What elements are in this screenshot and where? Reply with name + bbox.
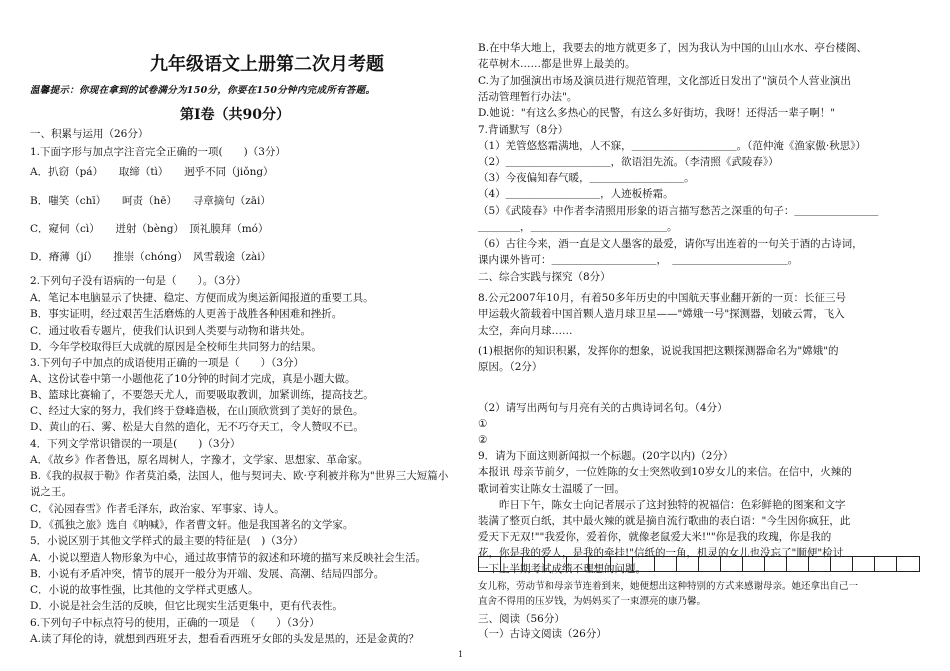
left-line: 3.下列句子中加点的成语使用正确的一项是（ ）（3分） [30,357,304,369]
right-line: 原因。（2分） [478,361,543,373]
answer-grid-cell[interactable] [743,557,765,571]
left-line: 说之王。 [30,486,72,498]
left-line: D．小说是社会生活的反映，但它比现实生活更集中，更有代表性。 [30,600,343,612]
page-number: 1 [458,650,464,659]
right-line: 9．请为下面这则新闻拟一个标题。(20字以内)（2分） [478,450,734,462]
left-line: D．今年学校取得巨大成就的原因是全校师生共同努力的结果。 [30,341,322,353]
left-line: 5．小说区别于其他文学样式的最主要的特征是( )（3分） [30,535,304,547]
answer-grid-cell[interactable] [765,557,787,571]
answer-grid [478,556,920,572]
right-line: 7.背诵默写（8分） [478,124,569,136]
left-line: 6.下列句子中标点符号的使用，正确的一项是 （ ）（3分） [30,617,320,629]
left-line: 2.下列句子没有语病的一句是（ ）。（3分） [30,275,247,287]
right-line: 一下上半期考试成绩不理想的问题。 [478,563,646,575]
right-line: （5）《武陵春》中作者李清照用形象的语言描写愁苦之深重的句子：＿＿＿＿＿＿＿＿ [478,205,879,217]
right-line: 太空，奔向月球…… [478,325,573,337]
right-line: ＿＿＿＿，＿＿＿＿＿＿＿＿＿＿＿＿＿。 [478,221,678,233]
right-line: ① [478,418,488,430]
left-line: A．笔记本电脑显示了快捷、稳定、方便而成为奥运新闻报道的重要工具。 [30,292,374,304]
left-line: B.《我的叔叔于勒》作者莫泊桑，法国人，他与契诃夫、欧·亨利被并称为"世界三大短篇小 [30,470,449,482]
right-line: （3）今夜偏知春气暖，＿＿＿＿＿＿＿＿＿。 [478,172,695,184]
left-line: C．《沁园春雪》作者毛泽东，政治家、军事家、诗人。 [30,503,285,515]
answer-grid-cell[interactable] [831,557,853,571]
left-line: A．小说以塑造人物形象为中心，通过故事情节的叙述和环境的描写来反映社会生活。 [30,552,427,564]
answer-grid-cell[interactable] [589,557,611,571]
left-line: C．小说的故事性强，比其他的文学样式更感人。 [30,584,259,596]
left-line: C．通过收看专题片，使我们认识到人类要与动物和谐共处。 [30,325,312,337]
right-line: （1）羌管悠悠霜满地，人不寐，＿＿＿＿＿＿＿＿＿＿。（范仲淹《渔家傲·秋思》） [478,140,867,152]
answer-grid-cell[interactable] [699,557,721,571]
right-line: 歌词着实让陈女士温暖了一回。 [478,483,625,495]
left-line: B．小说有矛盾冲突，情节的展开一般分为开端、发展、高潮、结局四部分。 [30,568,385,580]
right-line: ② [478,434,488,446]
left-line: A、这份试卷中第一小题他花了10分钟的时间才完成，真是小题大做。 [30,373,356,385]
right-line: 花草树木……都是世界上最美的。 [478,58,636,70]
left-line: D、黄山的石、雾、松是大自然的造化，无不巧夺天工，令人赞叹不已。 [30,421,364,433]
right-line: 甲运载火箭载着中国首颗人造月球卫星——"嫦娥一号"探测器，划破云霄，飞入 [478,308,845,320]
right-line: （6）古往今来，酒一直是文人墨客的最爱，请你写出连着的一句关于酒的古诗词， [478,238,863,250]
left-line: B、篮球比赛输了，不要怨天尤人，而要吸取教训，加紧训练，提高技艺。 [30,389,374,401]
answer-grid-cell[interactable] [655,557,677,571]
answer-grid-cell[interactable] [545,557,567,571]
left-line: D．瘠薄（jí） 推崇（chóng） 风雪载途（zài） [30,251,272,263]
right-line: 课内课外皆可：＿＿＿＿＿＿＿＿＿＿， ＿＿＿＿＿＿＿＿＿＿＿。 [478,254,799,266]
right-line: （2）请写出两句与月亮有关的古典诗词名句。（4分） [478,402,728,414]
right-line: 爱天下无双!""我爱你，爱着你，就像老鼠爱大米!""你是我的玫瑰，你是我的 [478,531,832,543]
answer-grid-cell[interactable] [479,557,501,571]
right-line: 花，你是我的爱人，是我的牵挂!"信纸的一角，机灵的女儿也没忘了"顺便"检讨 [478,547,844,559]
answer-grid-cell[interactable] [721,557,743,571]
right-line: 女儿称，劳动节和母亲节连着到来，她便想出这种特别的方式来感谢母亲。她还拿出自己一 [478,581,859,592]
answer-grid-cell[interactable] [875,557,897,571]
right-line: 昨日下午，陈女士向记者展示了这封独特的祝福信：色彩鲜艳的图案和文字 [478,499,846,511]
right-line: 8.公元2007年10月，有着50多年历史的中国航天事业翻开新的一页：长征三号 [478,292,846,304]
left-line: D．《孤独之旅》选自《呐喊》，作者曹文轩。他是我国著名的文学家。 [30,519,354,531]
left-line: B．事实证明，经过艰苦生活磨炼的人更善于战胜各种困难和挫折。 [30,308,343,320]
left-line: C．窥伺（cì） 迸射（bèng） 顶礼膜拜（mó） [30,223,269,235]
right-line: （2）＿＿＿＿＿＿＿＿＿＿，欲语泪先流。（李清照《武陵春》） [478,156,779,168]
right-line: 活动管理暂行办法"。 [478,91,578,103]
right-line: 装满了整页白纸，其中最火辣的就是摘自流行歌曲的表白语："今生因你疯狂，此 [478,515,851,527]
answer-grid-cell[interactable] [501,557,523,571]
right-line: 直舍不得用的压岁钱，为妈妈买了一束漂亮的康乃馨。 [478,596,707,607]
right-line: C.为了加强演出市场及演员进行规范管理，文化部近日发出了"演员个人营业演出 [478,75,851,87]
left-line: 一、积累与运用（26分） [30,128,149,140]
answer-grid-cell[interactable] [853,557,875,571]
left-line: B．嗤笑（chī） 呵责（hē） 寻章摘句（zāi） [30,195,271,207]
left-line: A．扒窃（pá） 取缔（tì） 迥乎不同（jiǒng） [30,166,274,178]
right-line: 二、综合实践与探究（8分） [478,271,611,283]
right-line: 三、阅读（56分） [478,613,565,625]
answer-grid-cell[interactable] [633,557,655,571]
answer-grid-cell[interactable] [897,557,919,571]
exam-hint: 温馨提示：你现在拿到的试卷满分为150分，你要在150分钟内完成所有答题。 [30,85,376,96]
answer-grid-cell[interactable] [611,557,633,571]
answer-grid-cell[interactable] [809,557,831,571]
exam-title: 九年级语文上册第二次月考题 [150,54,384,75]
left-line: 4．下列文学常识错误的一项是( )（3分） [30,438,241,450]
answer-grid-cell[interactable] [677,557,699,571]
left-line: A．《故乡》作者鲁迅，原名周树人，字豫才，文学家、思想家、革命家。 [30,454,369,466]
right-line: （一）古诗文阅读（26分） [478,628,607,640]
right-line: B.在中华大地上，我要去的地方就更多了，因为我认为中国的山山水水、亭台楼阁、 [478,42,868,54]
answer-grid-cell[interactable] [787,557,809,571]
left-line: 1.下面字形与加点字注音完全正确的一项( )（3分） [30,146,286,158]
section-title: 第Ⅰ卷（共90分） [180,107,291,123]
right-line: (1)根据你的知识积累，发挥你的想象，说说我国把这颗探测器命名为"嫦娥"的 [478,345,839,357]
left-line: C、经过大家的努力，我们终于登峰造极，在山顶欣赏到了美好的景色。 [30,405,364,417]
right-line: 本报讯 母亲节前夕，一位姓陈的女士突然收到10岁女儿的来信。在信中，火辣的 [478,466,852,478]
answer-grid-cell[interactable] [523,557,545,571]
left-line: A.读了拜伦的诗，就想到西班牙去，想看看西班牙女郎的头发是黑的，还是金黄的？ [30,633,419,645]
right-line: （4）＿＿＿＿＿＿＿＿＿，人迹板桥霜。 [478,188,674,200]
answer-grid-cell[interactable] [567,557,589,571]
right-line: D.她说："有这么多热心的民警，有这么多好街坊，我呀！还得活一辈子啊！" [478,107,836,119]
